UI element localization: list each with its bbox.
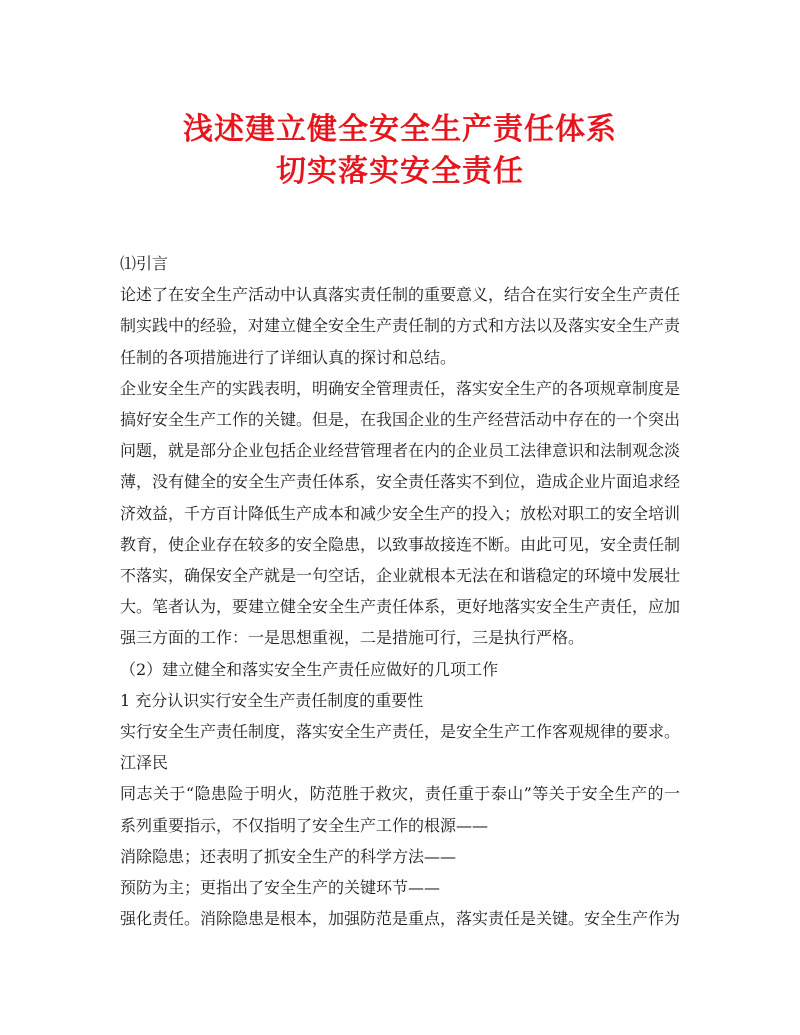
paragraph-intro-heading: ⑴引言 — [120, 254, 169, 273]
paragraph-name: 江泽民 — [120, 753, 169, 773]
paragraph-prevention: 预防为主；更指出了安全生产的关键环节—— — [120, 878, 441, 898]
paragraph-instructions: 同志关于“隐患险于明火，防范胜于救灾，责任重于泰山”等关于安全生产的一系列重要指示，不仅指明了安全生产工作的根源—— — [120, 784, 680, 835]
document-title-line-1: 浅述建立健全安全生产责任体系 — [183, 112, 617, 147]
document-body — [120, 248, 680, 934]
paragraph-strengthen-responsibility: 强化责任。消除隐患是根本，加强防范是重点，落实责任是关键。安全生产作为 — [120, 909, 681, 929]
paragraph-eliminate-hazards: 消除隐患；还表明了抓安全生产的科学方法—— — [120, 846, 457, 866]
paragraph-abstract: 论述了在安全生产活动中认真落实责任制的重要意义，结合在实行安全生产责任制实践中的经验，对建立健全安全生产责任制的方式和方法以及落实安全生产责任制的各项措施进行了详细认真的探讨和总结。 — [120, 285, 681, 367]
paragraph-subsection-1-heading: 1 充分认识实行安全生产责任制度的重要性 — [120, 690, 424, 710]
paragraph-responsibility-requirement: 实行安全生产责任制度，落实安全生产责任，是安全生产工作客观规律的要求。 — [120, 722, 681, 742]
document-title-line-2: 切实落实安全责任 — [276, 154, 524, 189]
paragraph-section-2-heading: （2）建立健全和落实安全生产责任应做好的几项工作 — [120, 659, 499, 679]
paragraph-practice: 企业安全生产的实践表明，明确安全管理责任，落实安全生产的各项规章制度是搞好安全生产工作的关键。但是，在我国企业的生产经营活动中存在的一个突出问题，就是部分企业包括企业经营管理者在内的企业员工法律意识和法制观念淡薄，没有健全的安全生产责任体系，安全责任落实不到位，造成企业片面追求经济效益，千方百计降低生产成本和减少安全生产的投入；放松对职工的安全培训教育，使企业存在较多的安全隐患，以致事故接连不断。由此可见，安全责任制不落实，确保安全产就是一句空话，企业就根本无法在和谐稳定的环境中发展壮大。笔者认为，要建立健全安全生产责任体系，更好地落实安全生产责任，应加强三方面的工作：一是思想重视，二是措施可行，三是执行严格。 — [120, 378, 681, 648]
